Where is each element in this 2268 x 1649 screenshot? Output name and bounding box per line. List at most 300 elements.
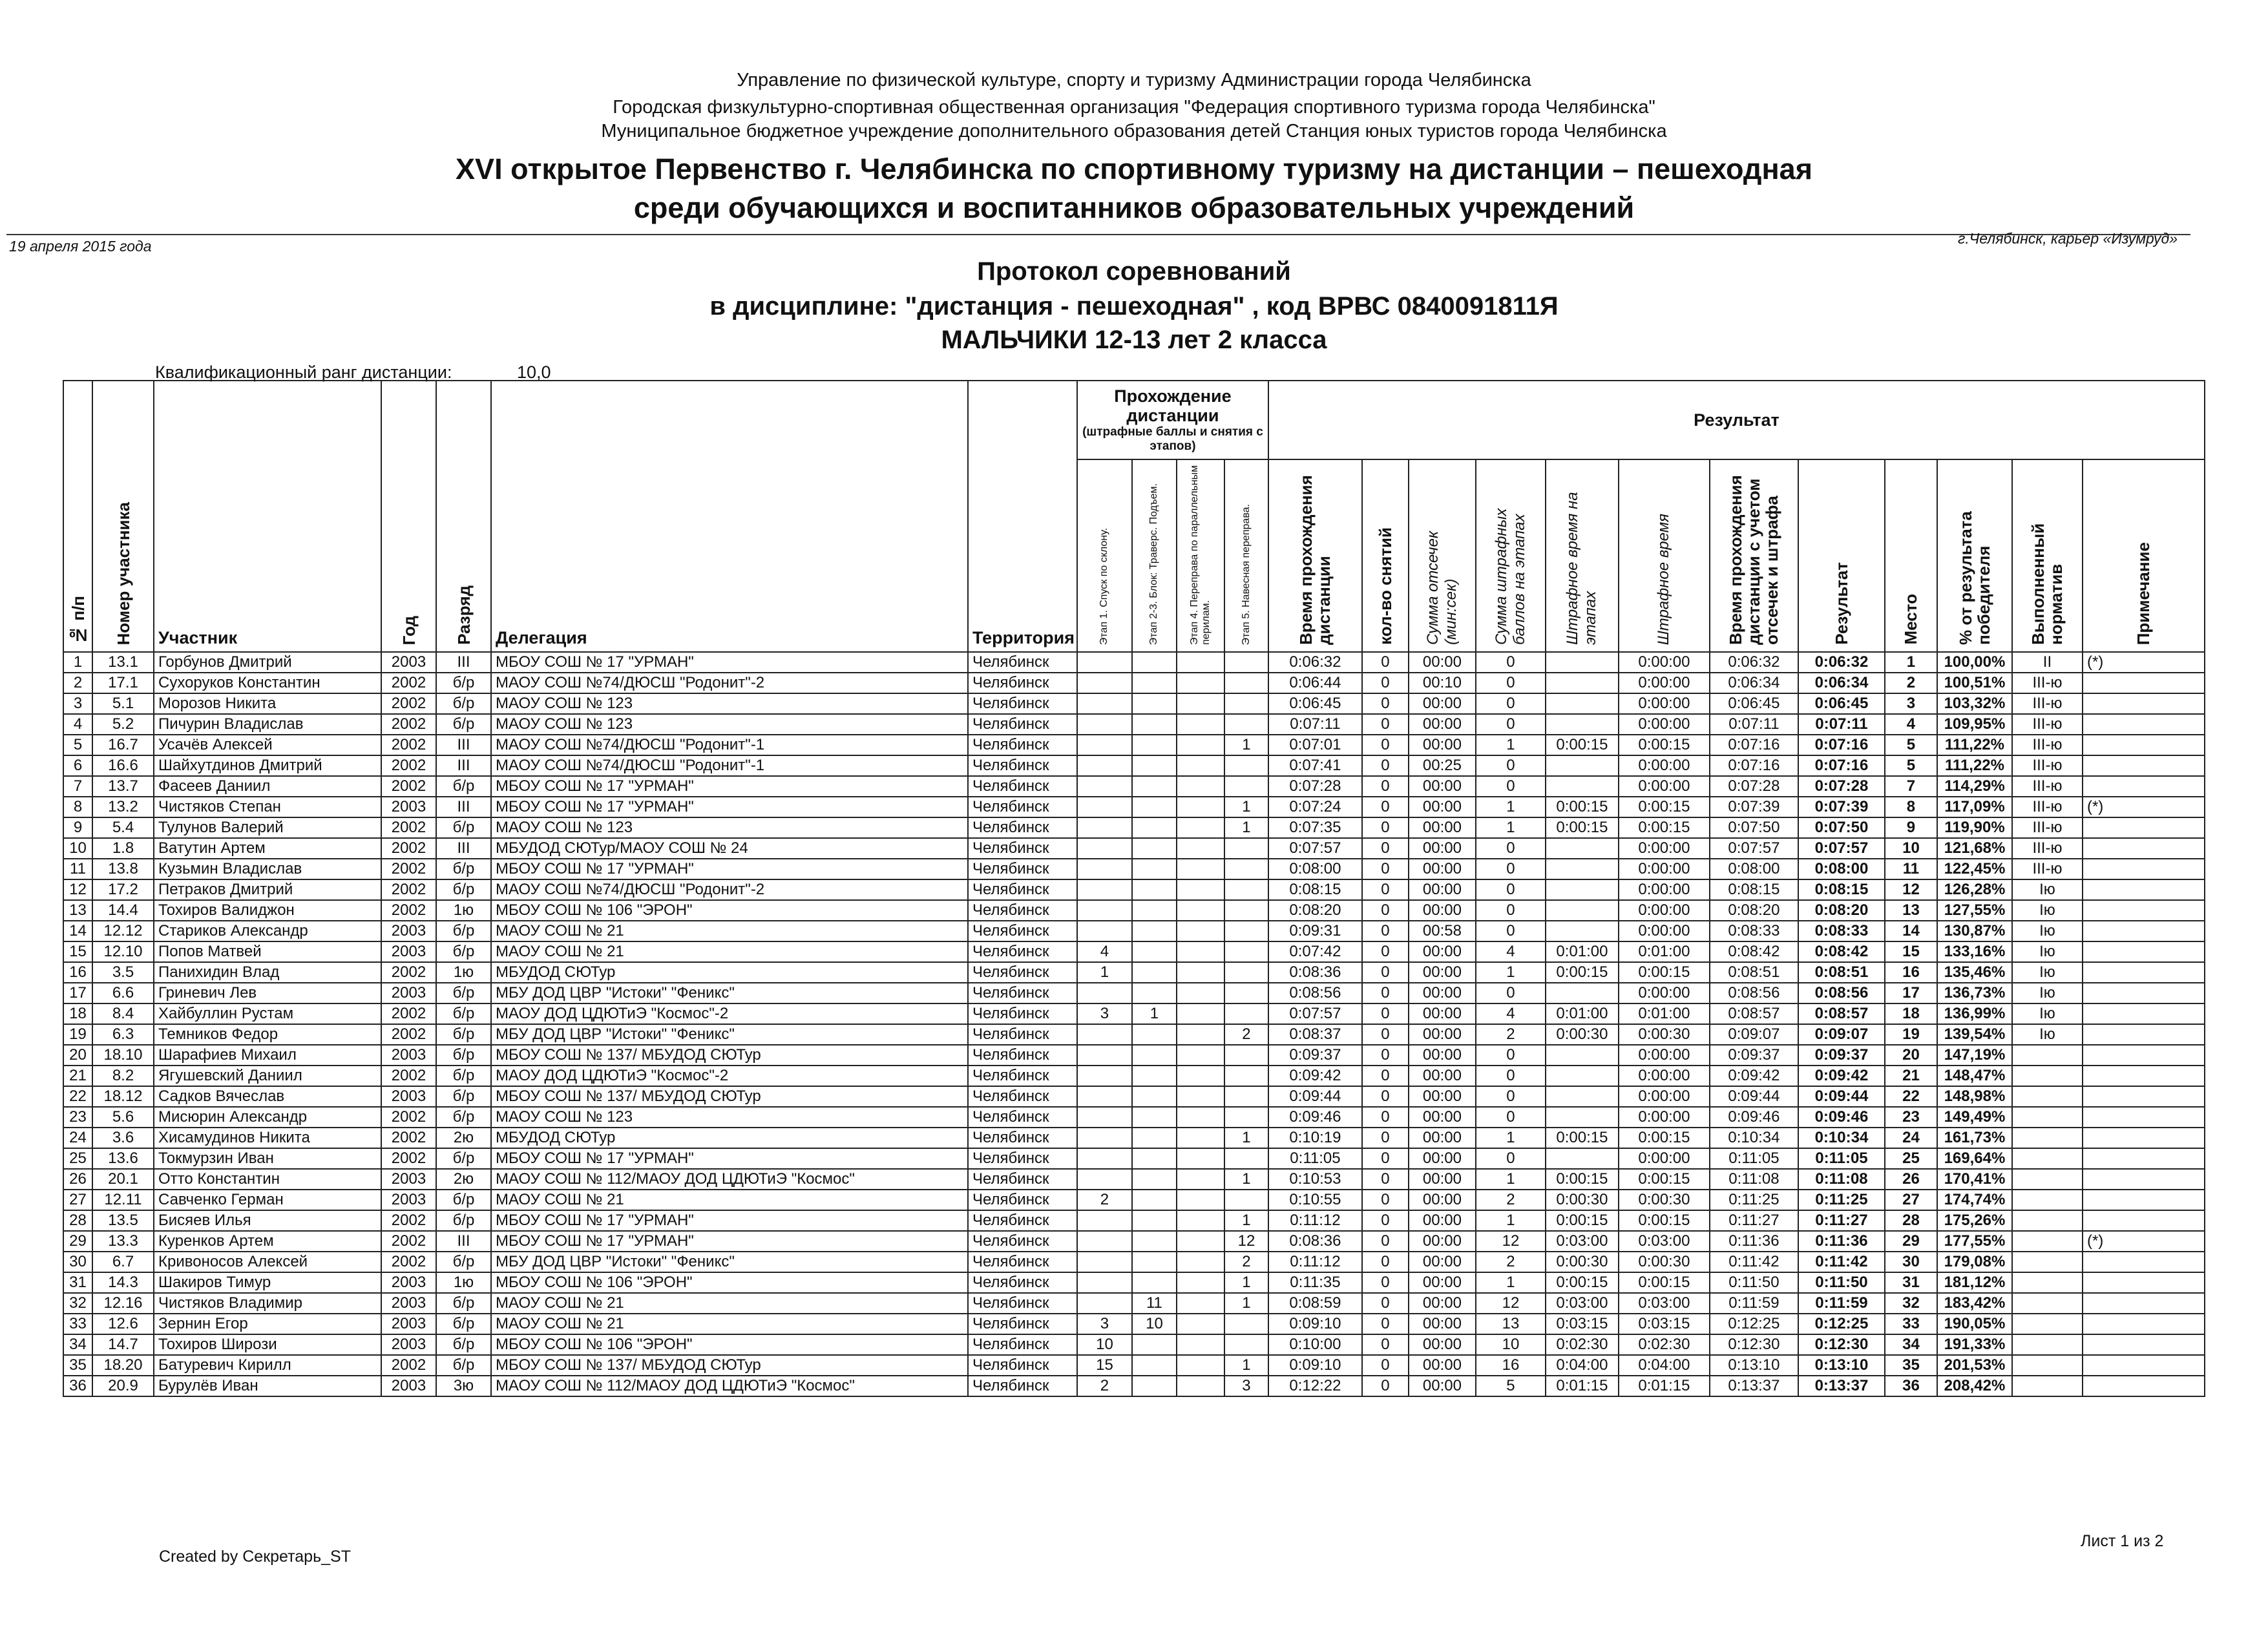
- cell-delegation: МАОУ ДОД ЦДЮТиЭ "Космос"-2: [491, 1003, 968, 1024]
- cell-delegation: МБОУ СОШ № 106 "ЭРОН": [491, 1334, 968, 1355]
- cell-time-total: 0:08:15: [1710, 879, 1798, 900]
- cell-delegation: МАОУ СОШ № 21: [491, 1314, 968, 1334]
- cell-stage-1: [1077, 714, 1132, 735]
- cell-penalty-time: 0:00:00: [1619, 652, 1710, 673]
- col-percent: % от результата победителя: [1937, 459, 2012, 652]
- cell-territory: Челябинск: [968, 879, 1077, 900]
- cell-rank: б/р: [436, 879, 491, 900]
- col-note: Примечание: [2083, 459, 2205, 652]
- cell-penalty-sum: 1: [1476, 797, 1546, 817]
- cell-num: 4: [63, 714, 92, 735]
- cell-stage-4: [1177, 1066, 1224, 1086]
- cell-note: [2083, 1148, 2205, 1169]
- cell-stage-4: [1177, 673, 1224, 693]
- cell-num: 35: [63, 1355, 92, 1376]
- cell-rank: III: [436, 735, 491, 755]
- cell-year: 2003: [381, 1314, 436, 1334]
- cell-stage-5: 1: [1224, 735, 1268, 755]
- cell-stage-4: [1177, 817, 1224, 838]
- cell-bib: 18.12: [92, 1086, 154, 1107]
- cell-time: 0:08:37: [1268, 1024, 1362, 1045]
- cell-rank: б/р: [436, 1107, 491, 1128]
- col-penalty-time: Штрафное время: [1619, 459, 1710, 652]
- col-time-total: Время прохождения дистанции с учетом отсечек и штрафа: [1710, 459, 1798, 652]
- cell-percent: 119,90%: [1937, 817, 2012, 838]
- cell-stage-5: 1: [1224, 797, 1268, 817]
- cell-num: 8: [63, 797, 92, 817]
- cell-stage-5: 1: [1224, 1210, 1268, 1231]
- cell-rank: б/р: [436, 1148, 491, 1169]
- cell-norm: [2012, 1066, 2083, 1086]
- cell-stage-4: [1177, 1376, 1224, 1396]
- cell-stage-2-3: [1132, 1086, 1177, 1107]
- cell-cutoff: 00:00: [1409, 900, 1476, 921]
- col-rank: Разряд: [436, 381, 491, 652]
- cell-time: 0:09:31: [1268, 921, 1362, 941]
- cell-territory: Челябинск: [968, 714, 1077, 735]
- cell-penalty-time: 0:00:00: [1619, 1066, 1710, 1086]
- cell-rank: б/р: [436, 1086, 491, 1107]
- cell-removals: 0: [1362, 1231, 1409, 1252]
- cell-year: 2002: [381, 1003, 436, 1024]
- cell-result: 0:07:50: [1798, 817, 1885, 838]
- cell-place: 13: [1885, 900, 1937, 921]
- cell-stage-1: 15: [1077, 1355, 1132, 1376]
- cell-num: 14: [63, 921, 92, 941]
- cell-delegation: МБОУ СОШ № 137/ МБУДОД СЮТур: [491, 1086, 968, 1107]
- cell-name: Тохиров Валиджон: [154, 900, 381, 921]
- cell-year: 2002: [381, 1355, 436, 1376]
- col-result: Результат: [1798, 459, 1885, 652]
- cell-stage-5: [1224, 879, 1268, 900]
- cell-stage-2-3: 10: [1132, 1314, 1177, 1334]
- cell-note: [2083, 941, 2205, 962]
- cell-norm: Iю: [2012, 1024, 2083, 1045]
- cell-norm: Iю: [2012, 983, 2083, 1003]
- cell-norm: II: [2012, 652, 2083, 673]
- cell-time-total: 0:07:11: [1710, 714, 1798, 735]
- cell-note: [2083, 776, 2205, 797]
- cell-stage-2-3: [1132, 1190, 1177, 1210]
- cell-penalty-time-stages: [1546, 921, 1619, 941]
- cell-note: [2083, 1293, 2205, 1314]
- cell-result: 0:06:34: [1798, 673, 1885, 693]
- cell-bib: 13.1: [92, 652, 154, 673]
- cell-penalty-sum: 0: [1476, 755, 1546, 776]
- cell-territory: Челябинск: [968, 693, 1077, 714]
- cell-norm: [2012, 1231, 2083, 1252]
- cell-norm: [2012, 1334, 2083, 1355]
- cell-penalty-time: 0:00:00: [1619, 859, 1710, 879]
- cell-stage-5: [1224, 755, 1268, 776]
- cell-norm: [2012, 1293, 2083, 1314]
- cell-removals: 0: [1362, 1272, 1409, 1293]
- cell-year: 2003: [381, 1376, 436, 1396]
- cell-delegation: МАОУ СОШ № 112/МАОУ ДОД ЦДЮТиЭ "Космос": [491, 1376, 968, 1396]
- cell-stage-5: [1224, 1045, 1268, 1066]
- cell-name: Кривоносов Алексей: [154, 1252, 381, 1272]
- cell-delegation: МБОУ СОШ № 17 "УРМАН": [491, 652, 968, 673]
- cell-percent: 191,33%: [1937, 1334, 2012, 1355]
- cell-stage-4: [1177, 941, 1224, 962]
- cell-time-total: 0:09:37: [1710, 1045, 1798, 1066]
- cell-time-total: 0:07:16: [1710, 735, 1798, 755]
- cell-penalty-time-stages: [1546, 1107, 1619, 1128]
- table-row: [63, 797, 2205, 817]
- cell-stage-2-3: [1132, 859, 1177, 879]
- cell-territory: Челябинск: [968, 1045, 1077, 1066]
- cell-stage-2-3: [1132, 1107, 1177, 1128]
- cell-penalty-sum: 5: [1476, 1376, 1546, 1396]
- cell-place: 36: [1885, 1376, 1937, 1396]
- cell-name: Горбунов Дмитрий: [154, 652, 381, 673]
- cell-place: 34: [1885, 1334, 1937, 1355]
- cell-name: Чистяков Владимир: [154, 1293, 381, 1314]
- cell-place: 22: [1885, 1086, 1937, 1107]
- cell-result: 0:13:10: [1798, 1355, 1885, 1376]
- cell-stage-4: [1177, 983, 1224, 1003]
- cell-delegation: МАОУ СОШ №74/ДЮСШ "Родонит"-1: [491, 735, 968, 755]
- cell-norm: [2012, 1169, 2083, 1190]
- cell-result: 0:06:32: [1798, 652, 1885, 673]
- cell-time: 0:07:41: [1268, 755, 1362, 776]
- cell-penalty-time: 0:00:15: [1619, 1169, 1710, 1190]
- cell-territory: Челябинск: [968, 1272, 1077, 1293]
- cell-time: 0:07:01: [1268, 735, 1362, 755]
- cell-norm: [2012, 1190, 2083, 1210]
- cell-result: 0:07:11: [1798, 714, 1885, 735]
- col-place: Место: [1885, 459, 1937, 652]
- cell-norm: Iю: [2012, 962, 2083, 983]
- cell-norm: III-ю: [2012, 817, 2083, 838]
- cell-removals: 0: [1362, 1066, 1409, 1086]
- cell-result: 0:09:44: [1798, 1086, 1885, 1107]
- cell-stage-1: [1077, 755, 1132, 776]
- cell-stage-5: 1: [1224, 1293, 1268, 1314]
- cell-penalty-sum: 1: [1476, 817, 1546, 838]
- cell-penalty-time-stages: [1546, 859, 1619, 879]
- cell-penalty-sum: 1: [1476, 1128, 1546, 1148]
- cell-place: 4: [1885, 714, 1937, 735]
- cell-place: 32: [1885, 1293, 1937, 1314]
- table-row: [63, 1003, 2205, 1024]
- cell-stage-2-3: 11: [1132, 1293, 1177, 1314]
- cell-penalty-time-stages: [1546, 673, 1619, 693]
- cell-name: Куренков Артем: [154, 1231, 381, 1252]
- cell-name: Петраков Дмитрий: [154, 879, 381, 900]
- cell-norm: III-ю: [2012, 693, 2083, 714]
- cell-stage-4: [1177, 1210, 1224, 1231]
- cell-territory: Челябинск: [968, 1003, 1077, 1024]
- cell-year: 2002: [381, 1210, 436, 1231]
- cell-note: [2083, 1272, 2205, 1293]
- cell-year: 2003: [381, 921, 436, 941]
- cell-name: Пичурин Владислав: [154, 714, 381, 735]
- cell-cutoff: 00:00: [1409, 1252, 1476, 1272]
- cell-time-total: 0:11:59: [1710, 1293, 1798, 1314]
- cell-cutoff: 00:00: [1409, 1210, 1476, 1231]
- cell-time: 0:06:45: [1268, 693, 1362, 714]
- cell-cutoff: 00:00: [1409, 1293, 1476, 1314]
- cell-stage-4: [1177, 1148, 1224, 1169]
- cell-stage-4: [1177, 921, 1224, 941]
- cell-rank: б/р: [436, 1003, 491, 1024]
- cell-year: 2002: [381, 735, 436, 755]
- cell-bib: 14.7: [92, 1334, 154, 1355]
- cell-stage-2-3: [1132, 797, 1177, 817]
- cell-bib: 5.6: [92, 1107, 154, 1128]
- cell-stage-2-3: [1132, 1252, 1177, 1272]
- cell-time-total: 0:11:25: [1710, 1190, 1798, 1210]
- cell-removals: 0: [1362, 1107, 1409, 1128]
- cell-note: [2083, 1128, 2205, 1148]
- cell-note: (*): [2083, 1231, 2205, 1252]
- cell-territory: Челябинск: [968, 921, 1077, 941]
- cell-penalty-sum: 1: [1476, 1169, 1546, 1190]
- header-divider: [6, 234, 2190, 235]
- cell-bib: 17.1: [92, 673, 154, 693]
- cell-stage-1: 10: [1077, 1334, 1132, 1355]
- cell-stage-1: [1077, 673, 1132, 693]
- cell-note: [2083, 1107, 2205, 1128]
- cell-penalty-sum: 2: [1476, 1252, 1546, 1272]
- cell-delegation: МАОУ СОШ № 123: [491, 817, 968, 838]
- results-table: [63, 380, 2205, 1397]
- cell-cutoff: 00:58: [1409, 921, 1476, 941]
- cell-name: Савченко Герман: [154, 1190, 381, 1210]
- cell-percent: 149,49%: [1937, 1107, 2012, 1128]
- cell-norm: III-ю: [2012, 755, 2083, 776]
- cell-name: Хисамудинов Никита: [154, 1128, 381, 1148]
- cell-time: 0:11:05: [1268, 1148, 1362, 1169]
- cell-penalty-time-stages: 0:00:15: [1546, 1128, 1619, 1148]
- cell-name: Шайхутдинов Дмитрий: [154, 755, 381, 776]
- cell-penalty-time-stages: 0:03:15: [1546, 1314, 1619, 1334]
- cell-name: Попов Матвей: [154, 941, 381, 962]
- cell-removals: 0: [1362, 1355, 1409, 1376]
- cell-time: 0:10:00: [1268, 1334, 1362, 1355]
- cell-percent: 117,09%: [1937, 797, 2012, 817]
- cell-note: (*): [2083, 797, 2205, 817]
- cell-territory: Челябинск: [968, 1107, 1077, 1128]
- cell-name: Ватутин Артем: [154, 838, 381, 859]
- cell-year: 2003: [381, 797, 436, 817]
- cell-penalty-time: 0:01:00: [1619, 941, 1710, 962]
- cell-place: 5: [1885, 735, 1937, 755]
- cell-place: 25: [1885, 1148, 1937, 1169]
- cell-cutoff: 00:00: [1409, 1169, 1476, 1190]
- cell-stage-4: [1177, 797, 1224, 817]
- cell-name: Усачёв Алексей: [154, 735, 381, 755]
- cell-time-total: 0:11:42: [1710, 1252, 1798, 1272]
- table-row: [63, 776, 2205, 797]
- cell-norm: Iю: [2012, 879, 2083, 900]
- cell-percent: 127,55%: [1937, 900, 2012, 921]
- result-group-header: Результат: [1268, 381, 2205, 459]
- cell-bib: 8.4: [92, 1003, 154, 1024]
- cell-territory: Челябинск: [968, 1314, 1077, 1334]
- cell-stage-2-3: [1132, 983, 1177, 1003]
- cell-num: 24: [63, 1128, 92, 1148]
- cell-stage-2-3: [1132, 838, 1177, 859]
- cell-norm: [2012, 1107, 2083, 1128]
- cell-penalty-sum: 1: [1476, 1272, 1546, 1293]
- cell-stage-4: [1177, 1231, 1224, 1252]
- cell-stage-4: [1177, 879, 1224, 900]
- cell-time-total: 0:12:25: [1710, 1314, 1798, 1334]
- cell-time-total: 0:08:20: [1710, 900, 1798, 921]
- cell-delegation: МАОУ СОШ № 21: [491, 921, 968, 941]
- cell-place: 19: [1885, 1024, 1937, 1045]
- col-num: № п/п: [63, 381, 92, 652]
- cell-removals: 0: [1362, 1314, 1409, 1334]
- cell-norm: [2012, 1376, 2083, 1396]
- cell-name: Тохиров Ширози: [154, 1334, 381, 1355]
- cell-note: [2083, 859, 2205, 879]
- cell-removals: 0: [1362, 1169, 1409, 1190]
- cell-territory: Челябинск: [968, 1169, 1077, 1190]
- cell-percent: 111,22%: [1937, 735, 2012, 755]
- cell-penalty-time: 0:00:15: [1619, 1210, 1710, 1231]
- cell-cutoff: 00:10: [1409, 673, 1476, 693]
- cell-bib: 17.2: [92, 879, 154, 900]
- cell-result: 0:13:37: [1798, 1376, 1885, 1396]
- cell-stage-5: [1224, 652, 1268, 673]
- cell-stage-1: 2: [1077, 1190, 1132, 1210]
- cell-penalty-time: 0:00:00: [1619, 921, 1710, 941]
- cell-territory: Челябинск: [968, 1231, 1077, 1252]
- cell-delegation: МБУДОД СЮТур: [491, 962, 968, 983]
- cell-rank: 3ю: [436, 1376, 491, 1396]
- table-row: [63, 817, 2205, 838]
- cell-stage-4: [1177, 714, 1224, 735]
- cell-penalty-time: 0:00:00: [1619, 673, 1710, 693]
- cell-rank: III: [436, 797, 491, 817]
- cell-stage-1: [1077, 859, 1132, 879]
- cell-time: 0:10:53: [1268, 1169, 1362, 1190]
- cell-percent: 169,64%: [1937, 1148, 2012, 1169]
- cell-stage-1: [1077, 1045, 1132, 1066]
- cell-removals: 0: [1362, 714, 1409, 735]
- cell-removals: 0: [1362, 1293, 1409, 1314]
- cell-stage-5: 3: [1224, 1376, 1268, 1396]
- cell-place: 23: [1885, 1107, 1937, 1128]
- cell-stage-1: [1077, 735, 1132, 755]
- cell-year: 2002: [381, 900, 436, 921]
- cell-stage-1: [1077, 1252, 1132, 1272]
- cell-penalty-sum: 0: [1476, 838, 1546, 859]
- cell-penalty-time-stages: 0:00:15: [1546, 797, 1619, 817]
- cell-delegation: МАОУ СОШ № 21: [491, 1293, 968, 1314]
- cell-time-total: 0:09:07: [1710, 1024, 1798, 1045]
- col-cutoff: Сумма отсечек (мин:сек): [1409, 459, 1476, 652]
- cell-bib: 18.10: [92, 1045, 154, 1066]
- cell-cutoff: 00:00: [1409, 983, 1476, 1003]
- cell-stage-1: [1077, 1293, 1132, 1314]
- cell-norm: III-ю: [2012, 776, 2083, 797]
- cell-rank: б/р: [436, 1293, 491, 1314]
- cell-delegation: МАОУ СОШ № 21: [491, 1190, 968, 1210]
- cell-time-total: 0:07:16: [1710, 755, 1798, 776]
- cell-rank: б/р: [436, 1066, 491, 1086]
- cell-percent: 170,41%: [1937, 1169, 2012, 1190]
- cell-stage-4: [1177, 735, 1224, 755]
- cell-rank: б/р: [436, 1190, 491, 1210]
- cell-note: [2083, 735, 2205, 755]
- cell-bib: 5.4: [92, 817, 154, 838]
- cell-time-total: 0:09:46: [1710, 1107, 1798, 1128]
- cell-penalty-time: 0:00:00: [1619, 693, 1710, 714]
- col-stage-5: Этап 5. Навесная переправа.: [1224, 459, 1268, 652]
- cell-stage-1: [1077, 1107, 1132, 1128]
- cell-time: 0:09:10: [1268, 1355, 1362, 1376]
- cell-penalty-time-stages: [1546, 1086, 1619, 1107]
- cell-place: 27: [1885, 1190, 1937, 1210]
- cell-stage-5: 12: [1224, 1231, 1268, 1252]
- cell-stage-5: [1224, 983, 1268, 1003]
- cell-territory: Челябинск: [968, 900, 1077, 921]
- cell-territory: Челябинск: [968, 755, 1077, 776]
- cell-result: 0:11:25: [1798, 1190, 1885, 1210]
- cell-penalty-sum: 13: [1476, 1314, 1546, 1334]
- cell-norm: [2012, 1314, 2083, 1334]
- cell-delegation: МБУ ДОД ЦВР "Истоки" "Феникс": [491, 1024, 968, 1045]
- cell-penalty-time: 0:00:30: [1619, 1190, 1710, 1210]
- cell-percent: 109,95%: [1937, 714, 2012, 735]
- cell-norm: [2012, 1148, 2083, 1169]
- cell-time-total: 0:09:42: [1710, 1066, 1798, 1086]
- cell-stage-5: 1: [1224, 1169, 1268, 1190]
- cell-stage-2-3: [1132, 652, 1177, 673]
- cell-place: 31: [1885, 1272, 1937, 1293]
- cell-stage-5: [1224, 1148, 1268, 1169]
- cell-stage-2-3: 1: [1132, 1003, 1177, 1024]
- cell-penalty-time-stages: [1546, 1045, 1619, 1066]
- col-territory: Территория: [968, 381, 1077, 652]
- cell-year: 2003: [381, 1086, 436, 1107]
- cell-cutoff: 00:00: [1409, 859, 1476, 879]
- cell-stage-4: [1177, 1128, 1224, 1148]
- cell-time: 0:06:44: [1268, 673, 1362, 693]
- table-row: [63, 879, 2205, 900]
- cell-penalty-time-stages: [1546, 693, 1619, 714]
- cell-stage-4: [1177, 652, 1224, 673]
- col-delegation: Делегация: [491, 381, 968, 652]
- cell-time: 0:08:59: [1268, 1293, 1362, 1314]
- cell-delegation: МБОУ СОШ № 17 "УРМАН": [491, 1210, 968, 1231]
- cell-note: [2083, 838, 2205, 859]
- cell-norm: III-ю: [2012, 714, 2083, 735]
- cell-place: 11: [1885, 859, 1937, 879]
- cell-num: 25: [63, 1148, 92, 1169]
- cell-territory: Челябинск: [968, 735, 1077, 755]
- cell-note: [2083, 1169, 2205, 1190]
- cell-stage-4: [1177, 1107, 1224, 1128]
- cell-note: [2083, 755, 2205, 776]
- cell-penalty-time: 0:00:15: [1619, 1128, 1710, 1148]
- cell-cutoff: 00:00: [1409, 1045, 1476, 1066]
- cell-result: 0:12:25: [1798, 1314, 1885, 1334]
- cell-bib: 6.7: [92, 1252, 154, 1272]
- cell-bib: 14.3: [92, 1272, 154, 1293]
- cell-removals: 0: [1362, 838, 1409, 859]
- cell-stage-2-3: [1132, 879, 1177, 900]
- cell-year: 2002: [381, 1148, 436, 1169]
- cell-penalty-time: 0:00:00: [1619, 983, 1710, 1003]
- cell-cutoff: 00:00: [1409, 838, 1476, 859]
- cell-penalty-time: 0:00:15: [1619, 1272, 1710, 1293]
- cell-removals: 0: [1362, 879, 1409, 900]
